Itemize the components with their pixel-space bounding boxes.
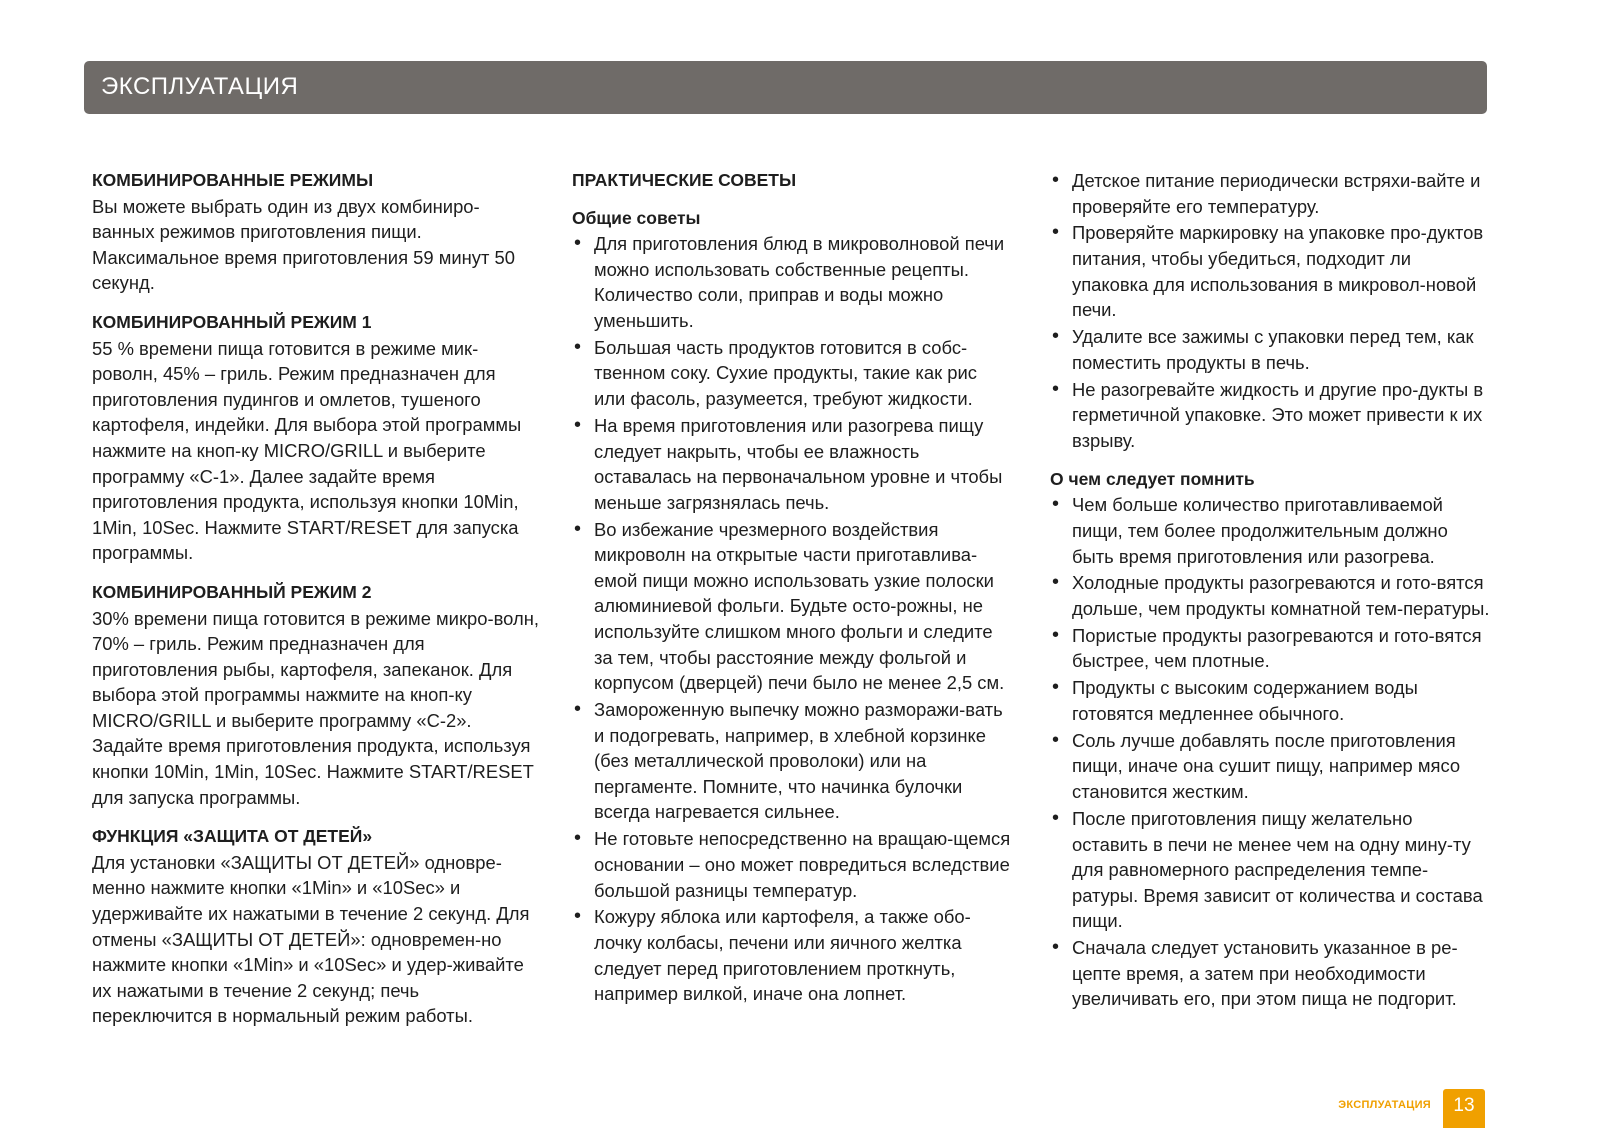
combined-mode-1-text: 55 % времени пища готовится в режиме мик-роволн, 45% – гриль. Режим предназначен для приготовления пудингов и омлетов, тушеного картофеля, индейки. Для выбора этой программы нажмите на кноп-ку MICRO/GRILL и выберите программу «С-1». Далее задайте время приготовления продукта, используя кнопки 10Min, 1Min, 10Sec. Нажмите START/RESET для запуска программы. <box>92 337 522 564</box>
list-item: • Проверяйте маркировку на упаковке про-дуктов питания, чтобы убедиться, подходит ли упаковка для использования в микровол-новой печи. <box>1050 220 1490 322</box>
list-item: • Сначала следует установить указанное в ре-цепте время, а затем при необходимости увеличивать его, при этом пища не подгорит. <box>1050 935 1490 1012</box>
list-item: • Не разогревайте жидкость и другие про-дукты в герметичной упаковке. Это может привести к их взрыву. <box>1050 377 1490 454</box>
column-right <box>1050 168 1490 1013</box>
list-item: • Замороженную выпечку можно разморажи-вать и подогревать, например, в хлебной корзинке (без металлической проволоки) или на пергаменте. Помните, что начинка булочки всегда нагревается сильнее. <box>572 697 1012 825</box>
list-item: • Удалите все зажимы с упаковки перед тем, как поместить продукты в печь. <box>1050 324 1490 375</box>
child-lock-heading: ФУНКЦИЯ «ЗАЩИТА ОТ ДЕТЕЙ» <box>92 826 373 847</box>
combined-modes-text: Вы можете выбрать один из двух комбиниро-ванных режимов приготовления пищи. Максимальное время приготовления 59 минут 50 секунд. <box>92 195 515 294</box>
footer-section-label: ЭКСПЛУАТАЦИЯ <box>1338 1099 1431 1111</box>
general-tips-list <box>572 231 1012 1007</box>
packaging-tips-list <box>1050 168 1490 453</box>
list-item: • Детское питание периодически встряхи-вайте и проверяйте его температуру. <box>1050 168 1490 219</box>
column-left <box>92 168 542 1029</box>
remember-list <box>1050 492 1490 1012</box>
remember-subheading: О чем следует помнить <box>1050 468 1255 489</box>
practical-tips-heading: ПРАКТИЧЕСКИЕ СОВЕТЫ <box>572 170 797 190</box>
child-lock-text: Для установки «ЗАЩИТЫ ОТ ДЕТЕЙ» одновре-менно нажмите кнопки «1Min» и «10Sec» и удерживайте их нажатыми в течение 2 секунд. Для отмены «ЗАЩИТЫ ОТ ДЕТЕЙ»: одновремен-но нажмите кнопки «1Min» и «10Sec» и удер-живайте их нажатыми в течение 2 секунд; печь переключится в нормальный режим работы. <box>92 851 530 1027</box>
list-item: • Кожуру яблока или картофеля, а также обо-лочку колбасы, печени или яичного желтка следует перед приготовлением проткнуть, например вилкой, иначе она лопнет. <box>572 904 1012 1006</box>
combined-mode-1-heading: КОМБИНИРОВАННЫЙ РЕЖИМ 1 <box>92 311 372 332</box>
section-title: ЭКСПЛУАТАЦИЯ <box>101 73 299 100</box>
list-item: • Большая часть продуктов готовится в собс-твенном соку. Сухие продукты, такие как рис или фасоль, разумеется, требуют жидкости. <box>572 335 1012 412</box>
section-header-bar <box>84 61 1487 114</box>
general-tips-subheading: Общие советы <box>572 207 701 228</box>
combined-mode-2-heading: КОМБИНИРОВАННЫЙ РЕЖИМ 2 <box>92 581 372 602</box>
list-item: • Соль лучше добавлять после приготовления пищи, иначе она сушит пищу, например мясо становится жестким. <box>1050 728 1490 805</box>
list-item: • Во избежание чрезмерного воздействия микроволн на открытые части приготавлива-емой пищи можно использовать узкие полоски алюминиевой фольги. Будьте осто-рожны, не используйте слишком много фольги и следите за тем, чтобы расстояние между фольгой и корпусом (дверцей) печи было не менее 2,5 см. <box>572 517 1012 696</box>
list-item: • Не готовьте непосредственно на вращаю-щемся основании – оно может повредиться вследствие большой разницы температур. <box>572 826 1012 903</box>
column-middle <box>572 168 1012 1008</box>
list-item: • Пористые продукты разогреваются и гото-вятся быстрее, чем плотные. <box>1050 623 1490 674</box>
list-item: • На время приготовления или разогрева пищу следует накрыть, чтобы ее влажность оставалась на первоначальном уровне и чтобы меньше загрязнялась печь. <box>572 413 1012 515</box>
list-item: • Холодные продукты разогреваются и гото-вятся дольше, чем продукты комнатной тем-пературы. <box>1050 570 1490 621</box>
list-item: • Продукты с высоким содержанием воды готовятся медленнее обычного. <box>1050 675 1490 726</box>
list-item: • Для приготовления блюд в микроволновой печи можно использовать собственные рецепты. Количество соли, приправ и воды можно уменьшить. <box>572 231 1012 333</box>
combined-modes-heading: КОМБИНИРОВАННЫЕ РЕЖИМЫ <box>92 170 374 190</box>
list-item: • После приготовления пищу желательно оставить в печи не менее чем на одну мину-ту для равномерного распределения темпе-ратуры. Время зависит от количества и состава пищи. <box>1050 806 1490 934</box>
combined-mode-2-text: 30% времени пища готовится в режиме микро-волн, 70% – гриль. Режим предназначен для приготовления рыбы, картофеля, запеканок. Для выбора этой программы нажмите на кноп-ку MICRO/GRILL и выберите программу «С-2». Задайте время приготовления продукта, используя кнопки 10Min, 1Min, 10Sec. Нажмите START/RESET для запуска программы. <box>92 607 539 808</box>
list-item: • Чем больше количество приготавливаемой пищи, тем более продолжительным должно быть время приготовления или разогрева. <box>1050 492 1490 569</box>
page-number: 13 <box>1443 1089 1485 1128</box>
